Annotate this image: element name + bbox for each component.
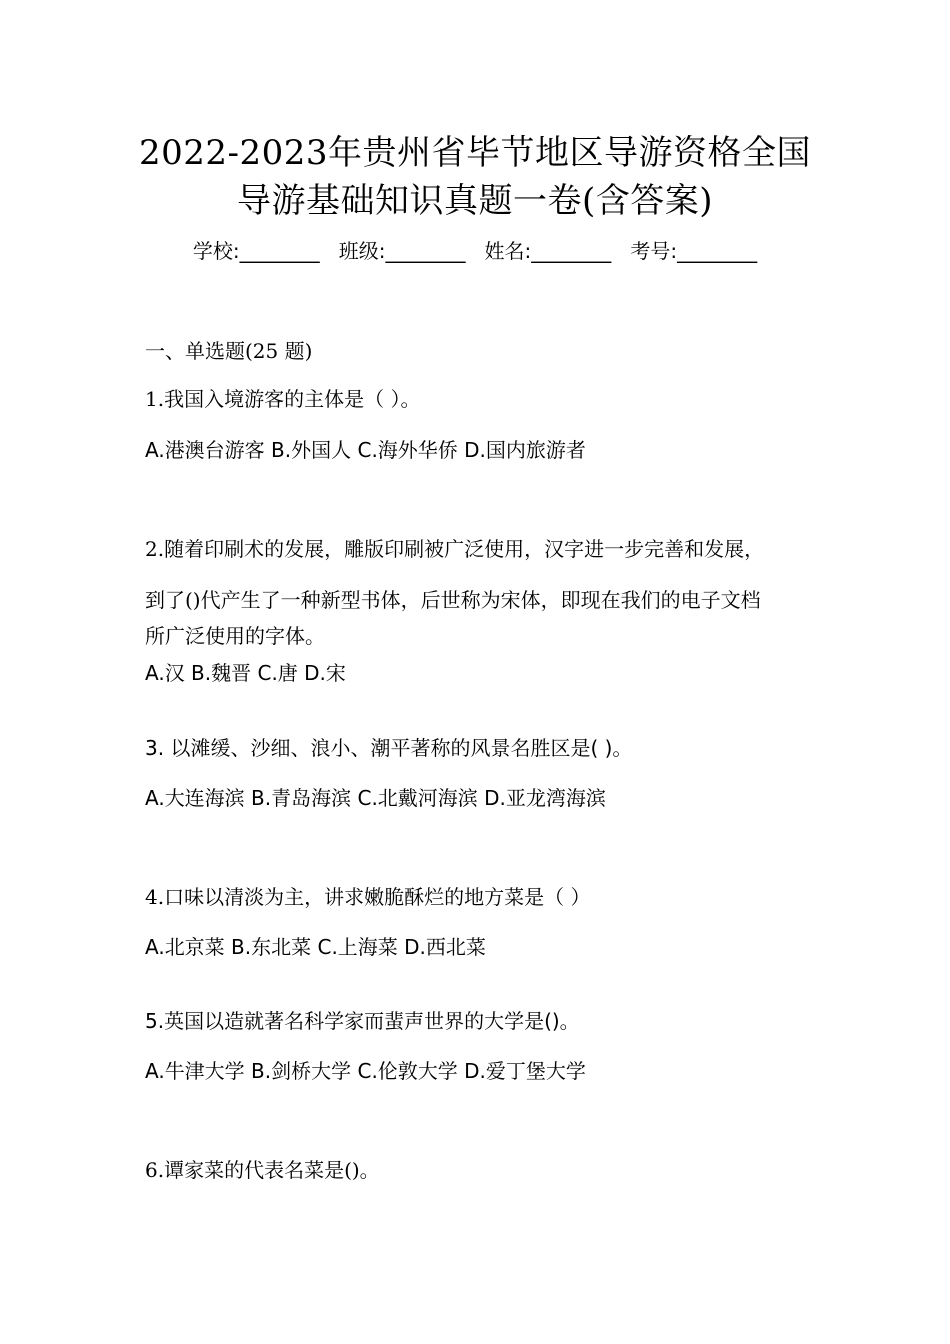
student-info-row xyxy=(0,237,950,265)
question-6-stem: 6.谭家菜的代表名菜是()。 xyxy=(145,1158,380,1182)
question-5-stem: 5.英国以造就著名科学家而蜚声世界的大学是()。 xyxy=(145,1009,580,1033)
section-heading: 一、单选题(25 题) xyxy=(145,339,313,363)
exam-number-field: 考号:________ xyxy=(630,239,758,263)
question-1-stem: 1.我国入境游客的主体是（ ）。 xyxy=(145,387,421,411)
name-field: 姓名:________ xyxy=(484,239,612,263)
question-5-options: A.牛津大学 B.剑桥大学 C.伦敦大学 D.爱丁堡大学 xyxy=(145,1059,586,1083)
question-2-stem-line-2: 到了()代产生了一种新型书体，后世称为宋体，即现在我们的电子文档 xyxy=(145,588,761,612)
class-field: 班级:________ xyxy=(338,239,466,263)
question-3-options: A.大连海滨 B.青岛海滨 C.北戴河海滨 D.亚龙湾海滨 xyxy=(145,786,606,810)
school-field: 学校:________ xyxy=(192,239,320,263)
document-title-line-2: 导游基础知识真题一卷(含答案) xyxy=(236,181,714,221)
question-2-options: A.汉 B.魏晋 C.唐 D.宋 xyxy=(145,661,346,685)
document-title-line-1: 2022-2023年贵州省毕节地区导游资格全国 xyxy=(138,133,812,173)
question-2-stem-line-1: 2.随着印刷术的发展，雕版印刷被广泛使用，汉字进一步完善和发展， xyxy=(145,537,765,561)
question-4-stem: 4.口味以清淡为主，讲求嫩脆酥烂的地方菜是（ ） xyxy=(145,885,591,909)
question-2-stem-line-3: 所广泛使用的字体。 xyxy=(145,624,325,648)
question-1-options: A.港澳台游客 B.外国人 C.海外华侨 D.国内旅游者 xyxy=(145,438,586,462)
question-4-options: A.北京菜 B.东北菜 C.上海菜 D.西北菜 xyxy=(145,935,486,959)
question-3-stem: 3. 以滩缓、沙细、浪小、潮平著称的风景名胜区是( )。 xyxy=(145,736,633,760)
